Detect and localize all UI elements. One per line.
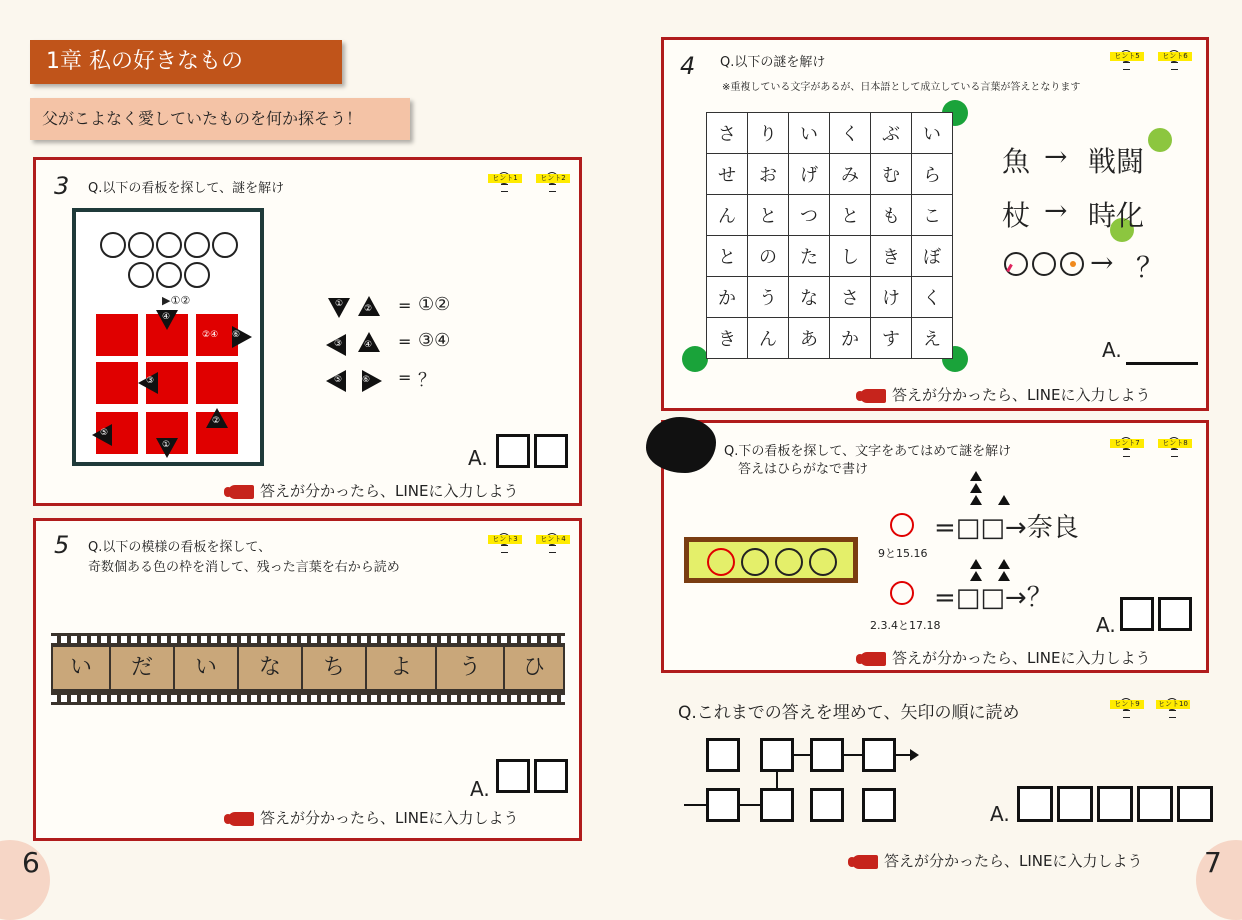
grid-cell: げ (789, 154, 830, 195)
film-cell: だ (111, 647, 173, 689)
grid-cell: た (789, 236, 830, 277)
grid-cell: ら (912, 154, 953, 195)
film-cell: う (437, 647, 503, 689)
grid-cell: く (912, 277, 953, 318)
sign-order-label: ▶①② (162, 294, 191, 307)
final-answer-label: A. (990, 802, 1010, 826)
page-number-left: 6 (22, 846, 40, 879)
grid-cell: う (748, 277, 789, 318)
pointing-hand-icon (852, 855, 878, 869)
grid-cell: と (748, 195, 789, 236)
question-note: ※重複している文字があるが、日本語として成立している言葉が答えとなります (722, 82, 1081, 93)
arrow-head-icon (910, 749, 919, 761)
question-text: 答えはひらがなで書け (738, 462, 869, 477)
answer-box[interactable] (496, 759, 530, 793)
film-cell: よ (367, 647, 435, 689)
answer-label: A. (1096, 613, 1116, 637)
film-cell: ひ (505, 647, 563, 689)
line-cta[interactable]: 答えが分かったら、LINEに入力しよう (228, 480, 518, 501)
hint-7-icon[interactable]: ヒント7 (1110, 437, 1144, 459)
grid-cell: な (789, 277, 830, 318)
grid-cell: と (707, 236, 748, 277)
question-text: Q.下の看板を探して、文字をあてはめて謎を解け (724, 444, 1012, 459)
answer-label: A. (470, 777, 490, 801)
line-cta[interactable]: 答えが分かったら、LINEに入力しよう (228, 807, 518, 828)
answer-box[interactable] (1097, 786, 1133, 822)
hint-6-icon[interactable]: ヒント6 (1158, 50, 1192, 72)
grid-cell: く (830, 113, 871, 154)
grid-cell: き (707, 318, 748, 359)
chapter-title: 1章 私の好きなもの (30, 40, 342, 84)
grid-row (707, 277, 953, 318)
eq2-sub: 2.3.4と17.18 (870, 619, 941, 632)
answer-box[interactable] (534, 759, 568, 793)
line-cta[interactable]: 答えが分かったら、LINEに入力しよう (860, 647, 1150, 668)
hint-1-icon[interactable]: ヒント1 (488, 172, 522, 194)
eq2-result: =□□→？ (934, 583, 1053, 613)
pointing-hand-icon (228, 485, 254, 499)
grid-cell: せ (707, 154, 748, 195)
grid-cell: つ (789, 195, 830, 236)
symbol-equations: ① ② = ①② ③ ④ = ③④ ⑤ ⑥ = ？ (326, 298, 486, 408)
red-circle (890, 581, 914, 605)
signboard-illustration: ▶①② ④ ②④ ⑥ ③ ⑤ ② ① (72, 208, 264, 466)
red-circle (890, 513, 914, 537)
hint-5-icon[interactable]: ヒント5 (1110, 50, 1144, 72)
eq1-sub: 9と15.16 (878, 547, 928, 560)
question-text: Q.以下の謎を解け (720, 55, 826, 70)
pointing-hand-icon (228, 812, 254, 826)
answer-label: A. (1102, 338, 1122, 362)
question-6-panel (661, 420, 1209, 673)
grid-cell: す (871, 318, 912, 359)
corner-dot (682, 346, 708, 372)
grid-cell: こ (912, 195, 953, 236)
hint-9-icon[interactable]: ヒント9 (1110, 698, 1144, 720)
chapter-subtitle: 父がこよなく愛していたものを何か探そう！ (30, 98, 410, 140)
question-number: 3 (54, 172, 70, 200)
sign-board (684, 537, 858, 583)
grid-cell: も (871, 195, 912, 236)
hint-2-icon[interactable]: ヒント2 (536, 172, 570, 194)
question-number: 5 (54, 531, 70, 559)
page-number-right: 7 (1204, 846, 1222, 879)
grid-row (707, 195, 953, 236)
final-arrow-diagram (684, 736, 924, 826)
grid-cell: し (830, 236, 871, 277)
answer-box[interactable] (1017, 786, 1053, 822)
line-cta[interactable]: 答えが分かったら、LINEに入力しよう (852, 850, 1142, 871)
pointing-hand-icon (860, 389, 886, 403)
pointing-hand-icon (860, 652, 886, 666)
answer-box[interactable] (496, 434, 530, 468)
question-text: Q.以下の看板を探して、謎を解け (88, 181, 285, 196)
final-question-text: Q.これまでの答えを埋めて、矢印の順に読め (678, 703, 1020, 723)
grid-cell: ん (748, 318, 789, 359)
grid-row (707, 113, 953, 154)
grid-row (707, 236, 953, 277)
question-number: 4 (680, 52, 696, 80)
hint-10-icon[interactable]: ヒント10 (1156, 698, 1190, 720)
grid-cell: き (871, 236, 912, 277)
question-5-panel (33, 518, 582, 841)
grid-cell: の (748, 236, 789, 277)
answer-label: A. (468, 446, 488, 470)
grid-cell: い (789, 113, 830, 154)
film-cell: い (175, 647, 237, 689)
grid-cell: み (830, 154, 871, 195)
grid-cell: い (912, 113, 953, 154)
grid-cell: り (748, 113, 789, 154)
grid-cell: ん (707, 195, 748, 236)
grid-cell: さ (830, 277, 871, 318)
grid-cell: む (871, 154, 912, 195)
grid-cell: ぶ (871, 113, 912, 154)
film-strip (51, 633, 565, 705)
answer-box[interactable] (1120, 597, 1154, 631)
answer-box[interactable] (1177, 786, 1213, 822)
eq1-result: =□□→奈良 (934, 513, 1079, 543)
question-3-panel (33, 157, 582, 506)
grid-cell: か (707, 277, 748, 318)
hint-3-icon[interactable]: ヒント3 (488, 533, 522, 555)
hint-4-icon[interactable]: ヒント4 (536, 533, 570, 555)
grid-cell: え (912, 318, 953, 359)
question-4-panel: 4 Q.以下の謎を解け ※重複している文字があるが、日本語として成立している言葉が答えとなります ヒント5 ヒント6 さ り い く ぶ い せ お げ み む ら ん と つ と も こ と の た し き ぼ か う な さ け く き ん あ か す え 魚 → 戦闘 杖 → 時化 → ？ A. 答えが分かったら、LINEに入力しよう (661, 37, 1209, 411)
grid-cell: あ (789, 318, 830, 359)
blank-circle (1032, 252, 1056, 276)
grid-cell: さ (707, 113, 748, 154)
green-quarter-icon (1148, 128, 1172, 152)
question-text: Q.以下の模様の看板を探して、 (88, 540, 272, 555)
answer-box[interactable] (534, 434, 568, 468)
grid-row (707, 154, 953, 195)
answer-box[interactable] (1137, 786, 1173, 822)
hiragana-grid (706, 112, 953, 359)
grid-cell: か (830, 318, 871, 359)
blank-circle (1004, 252, 1028, 276)
grid-cell: と (830, 195, 871, 236)
grid-cell: ぼ (912, 236, 953, 277)
answer-box[interactable] (1158, 597, 1192, 631)
film-cell: い (53, 647, 109, 689)
grid-cell: け (871, 277, 912, 318)
ink-splat-icon (646, 417, 716, 473)
answer-box[interactable] (1057, 786, 1093, 822)
line-cta[interactable]: 答えが分かったら、LINEに入力しよう (860, 384, 1150, 405)
hint-8-icon[interactable]: ヒント8 (1158, 437, 1192, 459)
grid-row (707, 318, 953, 359)
question-text: 奇数個ある色の枠を消して、残った言葉を右から読め (88, 560, 400, 575)
grid-cell: お (748, 154, 789, 195)
answer-line[interactable] (1126, 362, 1198, 365)
film-cell: な (239, 647, 301, 689)
film-cell: ち (303, 647, 365, 689)
